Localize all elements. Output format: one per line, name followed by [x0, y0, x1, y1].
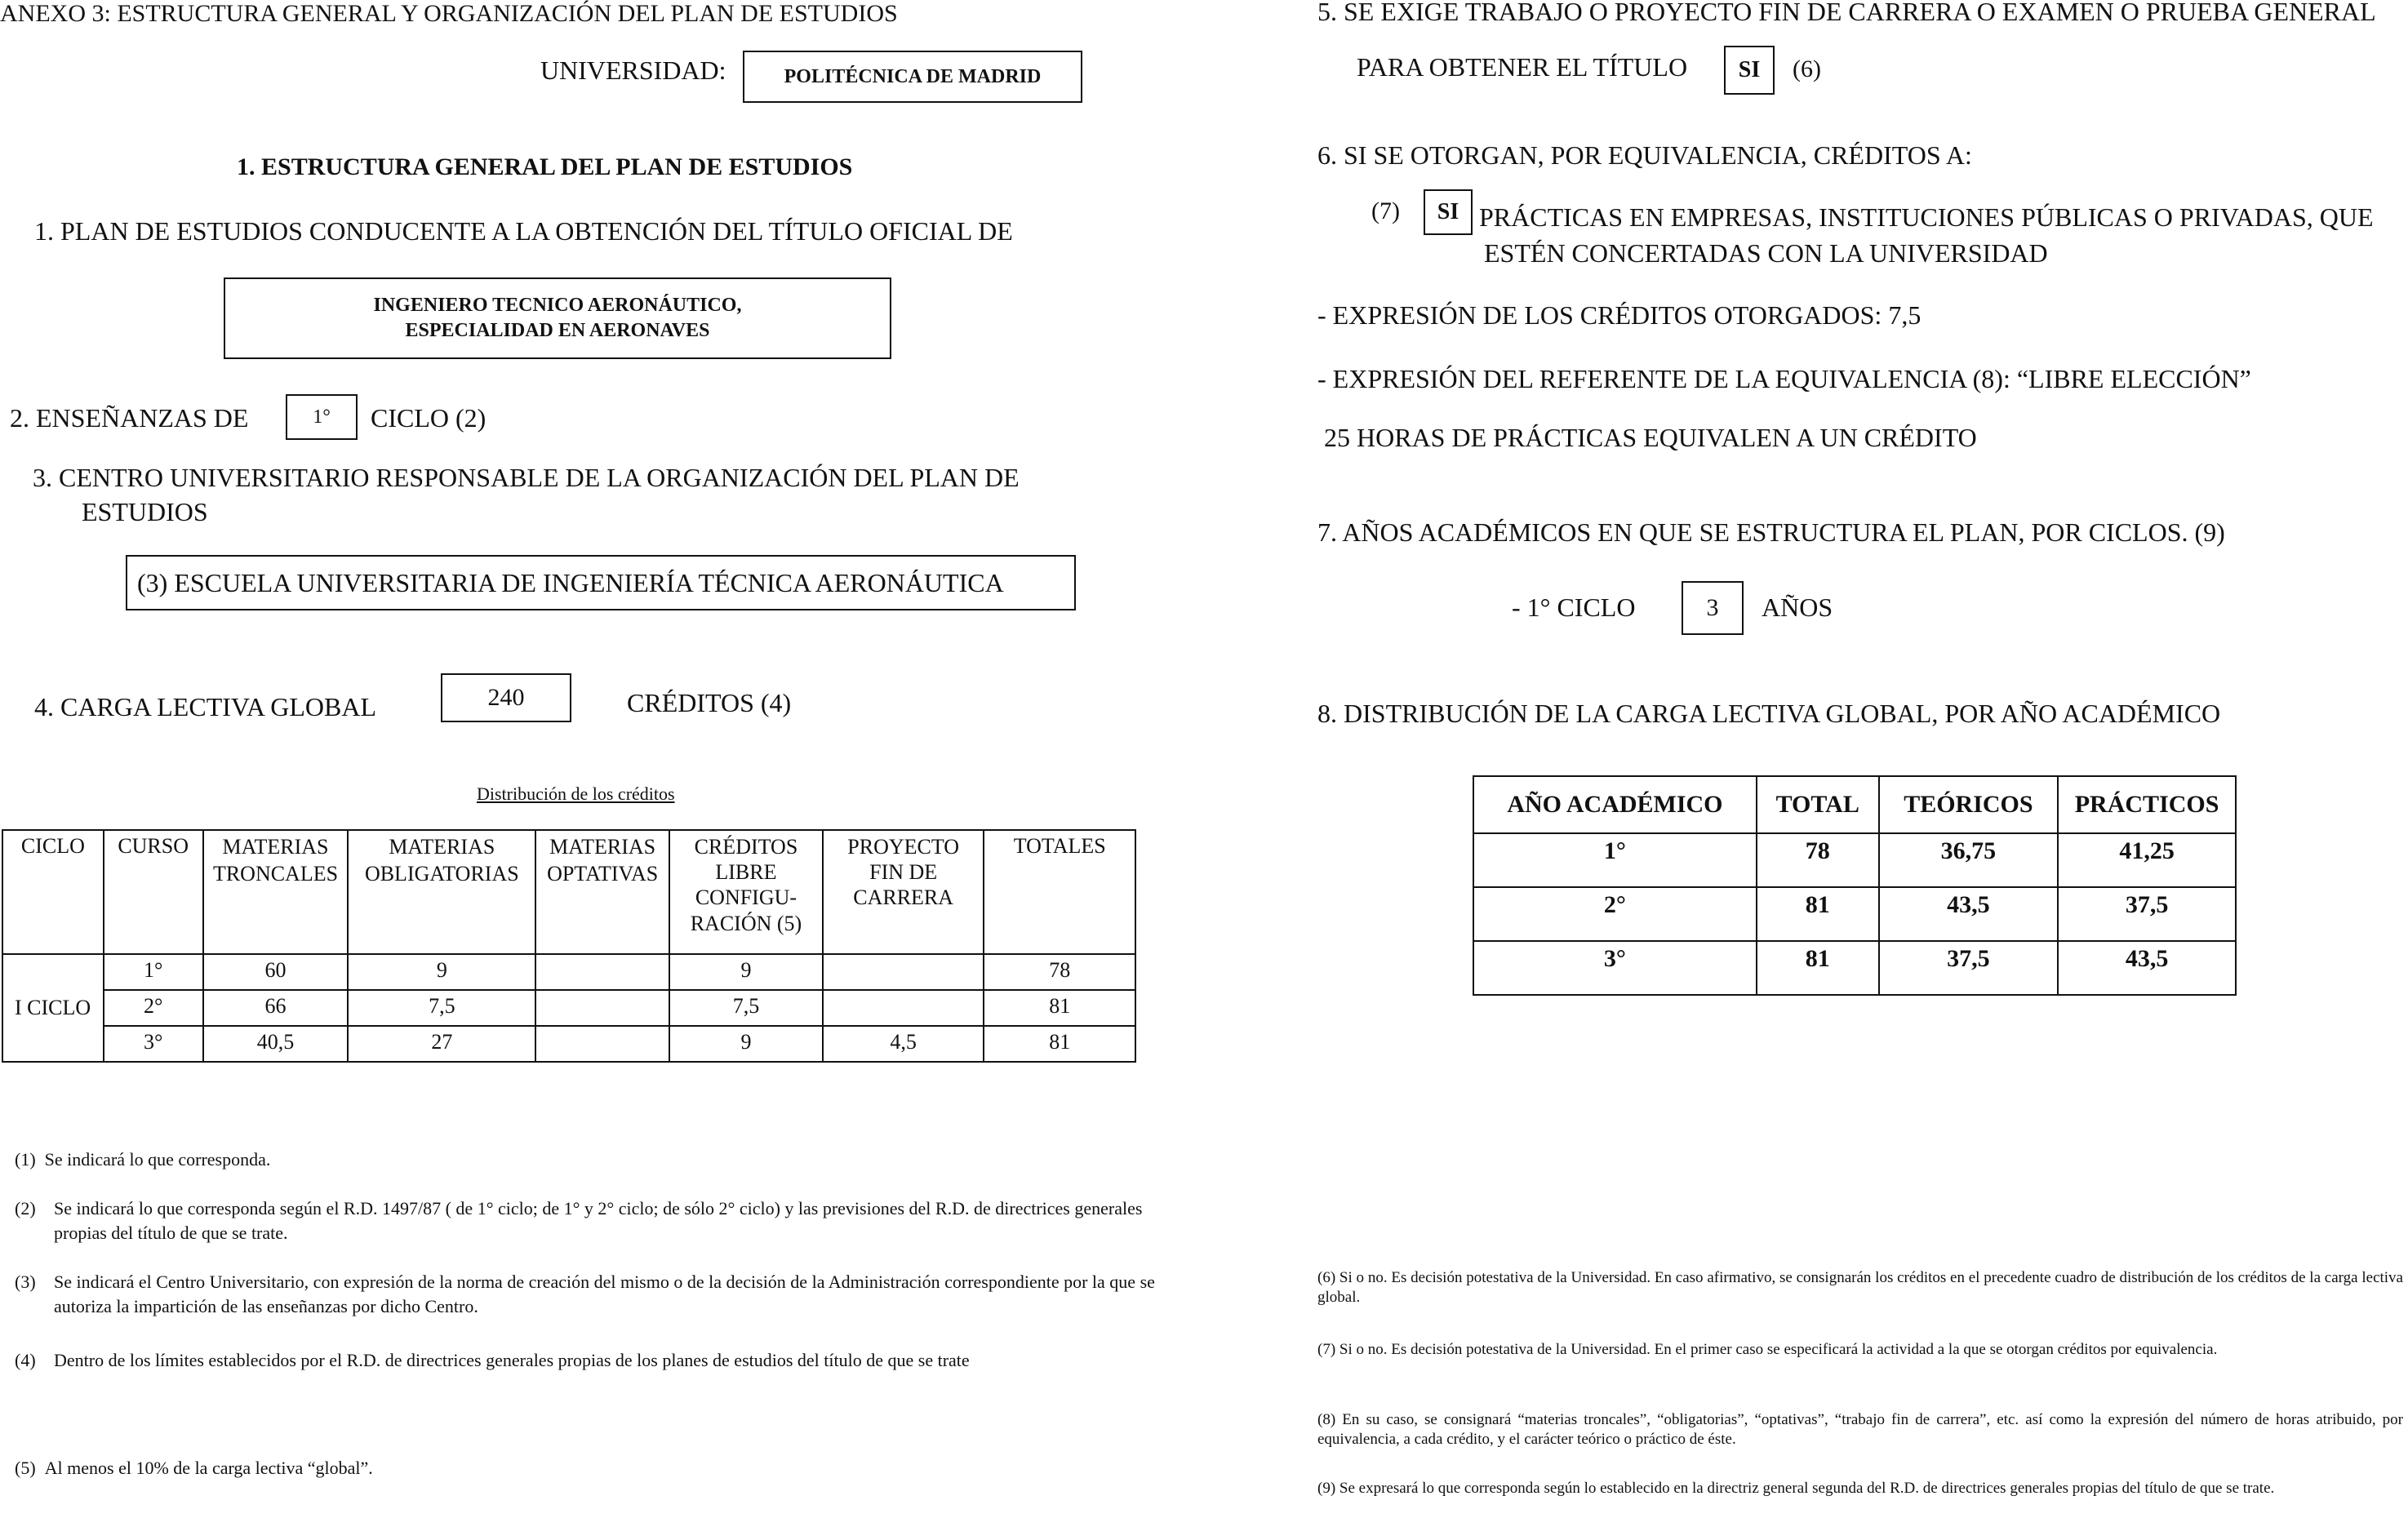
footnote-9: (9) Se expresará lo que corresponda según lo establecido en la directriz general segunda del R.D. de directrices generales propias del título de que se trate.	[1317, 1480, 2275, 1497]
degree-title-box	[224, 277, 891, 359]
cycle-value: 1°	[313, 406, 331, 428]
final-project-value: SI	[1738, 57, 1761, 82]
footnote-1	[15, 1147, 1174, 1172]
totales-cell: 81	[984, 990, 1135, 1026]
col-optativas: MATERIAS OPTATIVAS	[535, 830, 669, 954]
practicos-cell: 43,5	[2058, 941, 2236, 995]
obligatorias-cell: 7,5	[348, 990, 535, 1026]
col-libre: CRÉDITOS LIBRE CONFIGU- RACIÓN (5)	[669, 830, 823, 954]
libre-cell: 9	[669, 954, 823, 990]
col-year: AÑO ACADÉMICO	[1473, 776, 1757, 833]
total-cell: 81	[1757, 887, 1879, 941]
optativas-cell	[535, 954, 669, 990]
expression-credits: - EXPRESIÓN DE LOS CRÉDITOS OTORGADOS: 7,5	[1317, 300, 1922, 330]
item2-label: 2. ENSEÑANZAS DE	[10, 403, 249, 433]
center-box	[126, 555, 1076, 610]
curso-cell: 1°	[104, 954, 203, 990]
years-value: 3	[1706, 594, 1719, 621]
footnote-text: Dentro de los límites establecidos por el R.D. de directrices generales propias de los planes de estudios del título de que se trate	[54, 1350, 970, 1370]
item2-suffix: CICLO (2)	[371, 403, 486, 433]
table-row	[1473, 941, 2236, 995]
credits-table-header	[2, 830, 1135, 954]
item8-line: 8. DISTRIBUCIÓN DE LA CARGA LECTIVA GLOBAL, POR AÑO ACADÉMICO	[1317, 699, 2221, 728]
teoricos-cell: 37,5	[1879, 941, 2059, 995]
item6-line: 6. SI SE OTORGAN, POR EQUIVALENCIA, CRÉDITOS A:	[1317, 140, 1972, 170]
col-ciclo: CICLO	[2, 830, 104, 954]
footnote-number: (4)	[15, 1350, 36, 1370]
final-project-box	[1724, 46, 1775, 95]
center-value: (3) ESCUELA UNIVERSITARIA DE INGENIERÍA TÉCNICA AERONÁUTICA	[137, 567, 1004, 597]
troncales-cell: 40,5	[203, 1026, 349, 1062]
annex-title: ANEXO 3: ESTRUCTURA GENERAL Y ORGANIZACIÓN DEL PLAN DE ESTUDIOS	[0, 0, 898, 27]
equivalence-value: SI	[1437, 199, 1459, 224]
libre-cell: 9	[669, 1026, 823, 1062]
item5-line2: PARA OBTENER EL TÍTULO	[1357, 52, 1688, 82]
footnote-number: (2)	[15, 1198, 36, 1218]
cycle-box	[286, 394, 358, 440]
footnote-6: (6) Si o no. Es decisión potestativa de la Universidad. En caso afirmativo, se consignarán los créditos en el precedente cuadro de distribución de los créditos de la carga lectiva global.	[1317, 1269, 2403, 1306]
footnote-number: (3)	[15, 1272, 36, 1292]
item3-line1: 3. CENTRO UNIVERSITARIO RESPONSABLE DE LA ORGANIZACIÓN DEL PLAN DE	[33, 463, 1020, 492]
year-cell: 1°	[1473, 833, 1757, 887]
footnote-2	[15, 1196, 1174, 1245]
curso-cell: 3°	[104, 1026, 203, 1062]
footnote-3	[15, 1270, 1174, 1318]
col-curso: CURSO	[104, 830, 203, 954]
col-totales: TOTALES	[984, 830, 1135, 954]
item7-line: 7. AÑOS ACADÉMICOS EN QUE SE ESTRUCTURA EL PLAN, POR CICLOS. (9)	[1317, 517, 2225, 547]
year-table-header	[1473, 776, 2236, 833]
item5-line1: 5. SE EXIGE TRABAJO O PROYECTO FIN DE CARRERA O EXAMEN O PRUEBA GENERAL	[1317, 0, 2376, 26]
equivalence-box	[1424, 189, 1473, 235]
libre-cell: 7,5	[669, 990, 823, 1026]
table-row	[2, 990, 1135, 1026]
degree-title-line2: ESPECIALIDAD EN AERONAVES	[405, 320, 710, 341]
university-value: POLITÉCNICA DE MADRID	[784, 65, 1042, 87]
troncales-cell: 66	[203, 990, 349, 1026]
expression-referent: - EXPRESIÓN DEL REFERENTE DE LA EQUIVALENCIA (8): “LIBRE ELECCIÓN”	[1317, 364, 2251, 393]
distribution-caption: Distribución de los créditos	[477, 783, 675, 804]
optativas-cell	[535, 990, 669, 1026]
footnote-8: (8) En su caso, se consignará “materias troncales”, “obligatorias”, “optativas”, “trabajo fin de carrera”, etc. así como la expresión del número de horas atribuido, por equivalencia, a cada crédito, y el carácter teórico o práctico de éste.	[1317, 1411, 2403, 1448]
proyecto-cell	[823, 954, 984, 990]
practicos-cell: 41,25	[2058, 833, 2236, 887]
table-row	[1473, 887, 2236, 941]
footnote-5	[15, 1456, 1174, 1480]
hours-equivalence: 25 HORAS DE PRÁCTICAS EQUIVALEN A UN CRÉDITO	[1324, 423, 1977, 452]
total-cell: 78	[1757, 833, 1879, 887]
item6-text2: ESTÉN CONCERTADAS CON LA UNIVERSIDAD	[1484, 238, 2048, 268]
university-box	[743, 51, 1082, 103]
item1-text: 1. PLAN DE ESTUDIOS CONDUCENTE A LA OBTENCIÓN DEL TÍTULO OFICIAL DE	[34, 216, 1013, 246]
credits-value: 240	[487, 684, 525, 711]
table-row	[2, 954, 1135, 990]
item7-suffix: AÑOS	[1762, 593, 1833, 622]
teoricos-cell: 43,5	[1879, 887, 2059, 941]
footnote-text: Se indicará lo que corresponda.	[44, 1149, 271, 1170]
obligatorias-cell: 27	[348, 1026, 535, 1062]
obligatorias-cell: 9	[348, 954, 535, 990]
footnote-number: (5)	[15, 1458, 36, 1478]
year-cell: 2°	[1473, 887, 1757, 941]
col-troncales: MATERIAS TRONCALES	[203, 830, 349, 954]
totales-cell: 81	[984, 1026, 1135, 1062]
practicos-cell: 37,5	[2058, 887, 2236, 941]
footnote-number: (1)	[15, 1149, 36, 1170]
col-obligatorias: MATERIAS OBLIGATORIAS	[348, 830, 535, 954]
col-teoricos: TEÓRICOS	[1879, 776, 2059, 833]
optativas-cell	[535, 1026, 669, 1062]
item4-suffix: CRÉDITOS (4)	[627, 688, 792, 717]
col-proyecto: PROYECTO FIN DE CARRERA	[823, 830, 984, 954]
item4-label: 4. CARGA LECTIVA GLOBAL	[34, 692, 376, 721]
footnote-text: Se indicará lo que corresponda según el R.D. 1497/87 ( de 1° ciclo; de 1° y 2° ciclo; de sólo 2° ciclo) y las previsiones del R.D. de directrices generales propias del título de que se trate.	[54, 1198, 1143, 1243]
footnote-text: Al menos el 10% de la carga lectiva “global”.	[44, 1458, 373, 1478]
footnote-4	[15, 1348, 1174, 1373]
item5-ref: (6)	[1793, 55, 1821, 82]
troncales-cell: 60	[203, 954, 349, 990]
years-box	[1682, 581, 1744, 635]
year-table	[1473, 775, 2237, 996]
university-label: UNIVERSIDAD:	[540, 55, 726, 85]
item7-label: - 1° CICLO	[1512, 593, 1636, 622]
totales-cell: 78	[984, 954, 1135, 990]
teoricos-cell: 36,75	[1879, 833, 2059, 887]
table-row	[2, 1026, 1135, 1062]
table-row	[1473, 833, 2236, 887]
proyecto-cell	[823, 990, 984, 1026]
total-cell: 81	[1757, 941, 1879, 995]
proyecto-cell: 4,5	[823, 1026, 984, 1062]
curso-cell: 2°	[104, 990, 203, 1026]
footnote-7: (7) Si o no. Es decisión potestativa de la Universidad. En el primer caso se especificará la actividad a la que se otorgan créditos por equivalencia.	[1317, 1341, 2218, 1358]
credits-box	[441, 673, 571, 722]
item3-line2: ESTUDIOS	[82, 497, 208, 526]
cycle-cell: I CICLO	[2, 954, 104, 1062]
year-cell: 3°	[1473, 941, 1757, 995]
item6-ref: (7)	[1371, 198, 1400, 224]
col-practicos: PRÁCTICOS	[2058, 776, 2236, 833]
item6-text1: PRÁCTICAS EN EMPRESAS, INSTITUCIONES PÚBLICAS O PRIVADAS, QUE	[1479, 202, 2374, 232]
degree-title-line1: INGENIERO TECNICO AERONÁUTICO,	[373, 294, 742, 316]
footnote-text: Se indicará el Centro Universitario, con expresión de la norma de creación del mismo o de la decisión de la Administración correspondiente por la que se autoriza la impartición de las enseñanzas por dicho Centro.	[54, 1272, 1155, 1316]
col-total: TOTAL	[1757, 776, 1879, 833]
section-heading: 1. ESTRUCTURA GENERAL DEL PLAN DE ESTUDIOS	[237, 153, 853, 180]
credits-table	[2, 829, 1136, 1063]
